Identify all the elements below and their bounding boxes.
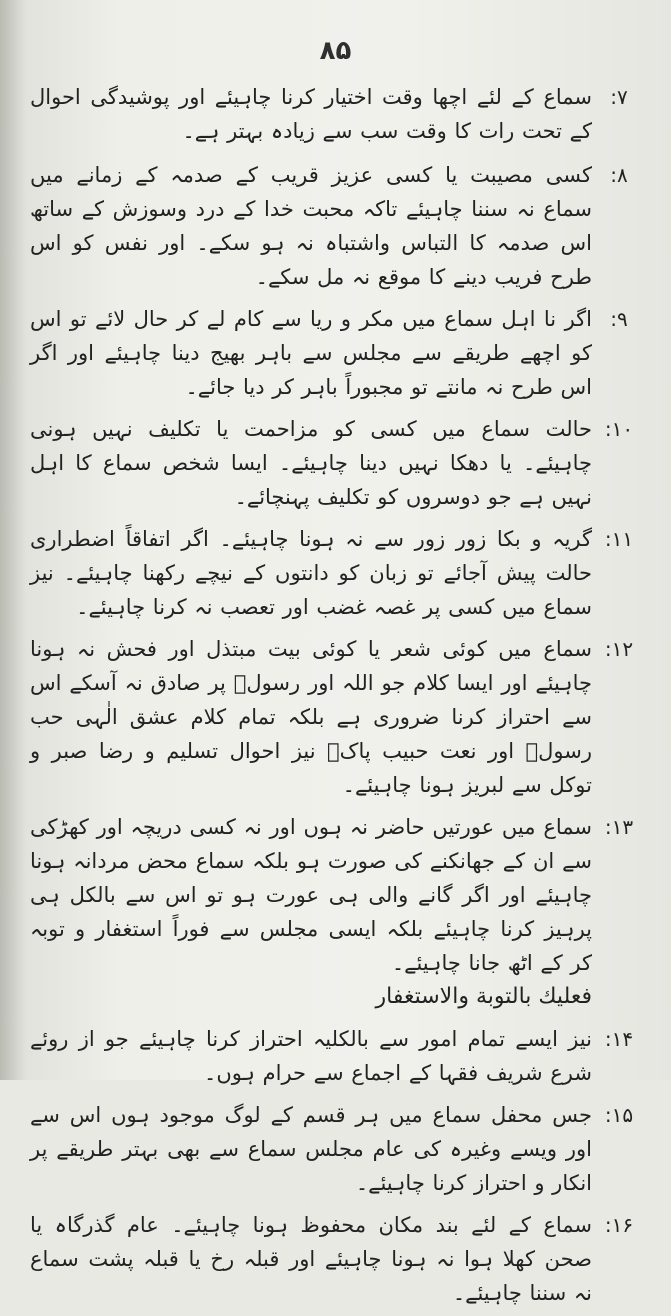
list-item <box>30 158 642 294</box>
item-text: سماع کے لئے بند مکان محفوظ ہونا چاہیئے۔ عام گذرگاہ یا صحن کھلا ہوا نہ ہونا چاہیئے اور قبلہ رخ یا قبلہ پشت سماع نہ سننا چاہیئے۔ <box>30 1213 592 1305</box>
item-number: ۷: <box>610 85 628 109</box>
item-text: سماع میں عورتیں حاضر نہ ہوں اور نہ کسی دریچہ اور کھڑکی سے ان کے جھانکنے کی صورت ہو بلکہ سماع محض مردانہ ہونا چاہیئے اور اگر گانے والی ہی عورت ہو تو اس سے بالکل ہی پرہیز کرنا چاہیئے بلکہ ایسی مجلس سے فوراً استغفار و توبہ کر کے اٹھ جانا چاہیئے۔ <box>30 815 592 975</box>
arabic-phrase: فعلیك بالتوبة والاستغفار <box>375 984 592 1009</box>
item-text: اگر نا اہل سماع میں مکر و ریا سے کام لے کر حال لائے تو اس کو اچھے طریقے سے مجلس سے باہر بھیج دینا چاہیئے اور اگر اس طرح نہ مانتے تو مجبوراً باہر کر دیا جائے۔ <box>30 307 592 399</box>
item-number: ۱۰: <box>604 417 634 441</box>
item-number: ۱۳: <box>604 815 634 839</box>
item-number: ۱۲: <box>604 637 634 661</box>
list-item <box>30 1098 642 1200</box>
item-number: ۹: <box>610 307 628 331</box>
page-number: ۸۵ <box>319 36 352 66</box>
page-binding-shadow <box>0 0 26 1080</box>
item-number: ۱۶: <box>604 1213 634 1237</box>
item-number: ۸: <box>610 163 628 187</box>
item-text: حالت سماع میں کسی کو مزاحمت یا تکلیف نہیں ہونی چاہیئے۔ یا دھکا نہیں دینا چاہیئے۔ ایسا شخص سماع کا اہل نہیں ہے جو دوسروں کو تکلیف پہنچائے۔ <box>30 417 592 509</box>
item-text: نیز ایسے تمام امور سے بالکلیہ احتراز کرنا چاہیئے جو از روئے شرع شریف فقہا کے اجماع سے حرام ہوں۔ <box>30 1027 592 1085</box>
list-item <box>30 522 642 624</box>
list-item <box>30 80 642 148</box>
item-text: سماع کے لئے اچھا وقت اختیار کرنا چاہیئے اور پوشیدگی احوال کے تحت رات کا وقت سب سے زیادہ بہتر ہے۔ <box>30 85 592 143</box>
page-content <box>30 80 642 1316</box>
item-number: ۱۵: <box>604 1103 634 1127</box>
list-item <box>30 1208 642 1310</box>
item-number: ۱۴: <box>604 1027 634 1051</box>
item-text: جس محفل سماع میں ہر قسم کے لوگ موجود ہوں اس سے اور ویسے وغیرہ کی عام مجلس سماع سے بھی بہتر طریقے پر انکار و احتراز کرنا چاہیئے۔ <box>30 1103 592 1195</box>
list-item <box>30 412 642 514</box>
item-text: گریہ و بکا زور زور سے نہ ہونا چاہیئے۔ اگر اتفاقاً اضطراری حالت پیش آجائے تو زبان کو دانتوں کے نیچے رکھنا چاہیئے۔ نیز سماع میں کسی پر غصہ غضب اور تعصب نہ کرنا چاہیئے۔ <box>30 527 592 619</box>
item-number: ۱۱: <box>604 527 634 551</box>
list-item <box>30 632 642 802</box>
list-item <box>30 1022 642 1090</box>
item-text: سماع میں کوئی شعر یا کوئی بیت مبتذل اور فحش نہ ہونا چاہیئے اور ایسا کلام جو اللہ اور رسولؐ پر صادق نہ آسکے اس سے احتراز کرنا ضروری ہے بلکہ تمام کلام عشق الٰہی حب رسولؐ اور نعت حبیب پاکؐ نیز احوال تسلیم و رضا صبر و توکل سے لبریز ہونا چاہیئے۔ <box>30 637 592 797</box>
list-item <box>30 302 642 404</box>
item-text: کسی مصیبت یا کسی عزیز قریب کے صدمہ کے زمانے میں سماع نہ سننا چاہیئے تاکہ محبت خدا کے درد وسوزش کے ساتھ اس صدمہ کا التباس واشتباہ نہ ہو سکے۔ اور نفس کو اس طرح فریب دینے کا موقع نہ مل سکے۔ <box>30 163 592 289</box>
list-item <box>30 810 642 1014</box>
